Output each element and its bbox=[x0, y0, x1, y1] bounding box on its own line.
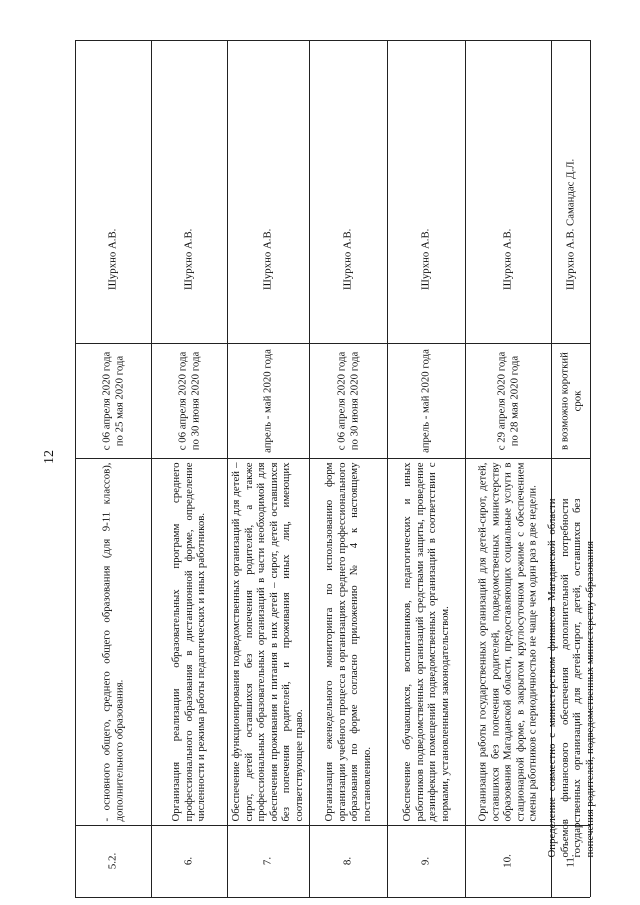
date-text: с 06 апреля 2020 года по 30 июня 2020 года bbox=[176, 351, 201, 450]
date-cell bbox=[227, 343, 309, 458]
responsible-text: Шурхно А.В. Самандас Д.Л. bbox=[564, 159, 577, 291]
row-number: 5.2. bbox=[106, 852, 119, 870]
row-number: 11. bbox=[564, 854, 577, 868]
row-number-cell bbox=[75, 825, 151, 897]
date-cell bbox=[465, 343, 551, 458]
table-border-bottom bbox=[75, 897, 590, 898]
row-number: 7. bbox=[261, 856, 274, 866]
rotated-table bbox=[75, 40, 596, 897]
description-text: Обеспечение функционирования подведомственных организаций для детей – сирот, детей оставшихся без попечения родителей, а также профессиональных образовательных организаций в части необходимой для обеспечения проживания и питания в них детей – сирот, детей оставшихся без попечения родителей, и проживания иных лиц, имеющих соответствующее право. bbox=[230, 462, 306, 821]
description-cell bbox=[227, 458, 309, 825]
description-cell bbox=[151, 458, 227, 825]
responsible-cell bbox=[309, 40, 387, 343]
description-text: Организация реализации образовательных программ среднего профессионального образования в дистанционной форме, определение численности и режима работы педагогических и иных работников. bbox=[170, 462, 208, 821]
responsible-cell bbox=[465, 40, 551, 343]
description-text: Определение совместно с министерством финансов Магаданской области объемов финансового обеспечения дополнительной потребности государственных организаций для детей-сирот, детей, оставшихся без попечения родителей, подведомственных министерству образования bbox=[545, 498, 596, 858]
description-cell bbox=[465, 458, 551, 825]
responsible-cell bbox=[551, 40, 590, 343]
responsible-cell bbox=[75, 40, 151, 343]
row-number: 9. bbox=[419, 856, 432, 866]
row-number: 10. bbox=[501, 854, 514, 868]
description-text: Организация работы государственных организаций для детей-сирот, детей, оставшихся без попечения родителей, подведомственных министерству образования Магаданской области, предоставляющих социальные услуги в стационарной форме, в закрытом круглосуточном режиме с обеспечением смены работников с периодичностью не чаще чем один раз в две недели. bbox=[476, 462, 539, 821]
date-text: с 29 апреля 2020 года по 28 мая 2020 года bbox=[495, 351, 520, 450]
description-cell bbox=[75, 458, 151, 825]
responsible-text: Шурхно А.В. bbox=[501, 229, 514, 291]
responsible-cell bbox=[151, 40, 227, 343]
date-text: с 06 апреля 2020 года по 25 мая 2020 года bbox=[100, 351, 125, 450]
description-text: Обеспечение обучающихся, воспитанников, педагогических и иных работников подведомственных организаций средствами защиты, проведение дезинфекции помещений подведомственных организаций в соответствии с нормами, установленными законодательством. bbox=[400, 462, 451, 821]
row-number-cell bbox=[465, 825, 551, 897]
row-number-cell bbox=[387, 825, 465, 897]
description-text: Организация еженедельного мониторинга по использованию форм организации учебного процесса в организациях среднего профессионального образования по форме согласно приложению № 4 к настоящему постановлению. bbox=[322, 462, 373, 821]
responsible-text: Шурхно А.В. bbox=[261, 229, 274, 291]
date-cell bbox=[551, 343, 590, 458]
responsible-text: Шурхно А.В. bbox=[106, 229, 119, 291]
responsible-cell bbox=[227, 40, 309, 343]
date-cell bbox=[151, 343, 227, 458]
responsible-text: Шурхно А.В. bbox=[419, 229, 432, 291]
description-cell bbox=[309, 458, 387, 825]
row-number-cell bbox=[227, 825, 309, 897]
date-text: в возможно короткий срок bbox=[557, 351, 583, 450]
date-cell bbox=[387, 343, 465, 458]
row-number-cell bbox=[309, 825, 387, 897]
row-number-cell bbox=[151, 825, 227, 897]
description-text: - основного общего, среднего общего образования (для 9-11 классов), дополнительного образования. bbox=[100, 462, 125, 821]
date-cell bbox=[75, 343, 151, 458]
description-cell bbox=[387, 458, 465, 825]
date-cell bbox=[309, 343, 387, 458]
date-text: апрель - май 2020 года bbox=[419, 348, 432, 453]
row-number: 6. bbox=[182, 856, 195, 866]
responsible-cell bbox=[387, 40, 465, 343]
page-number: 12 bbox=[42, 450, 57, 464]
description-cell bbox=[545, 458, 596, 858]
responsible-text: Шурхно А.В. bbox=[341, 229, 354, 291]
row-number: 8. bbox=[341, 856, 354, 866]
date-text: апрель - май 2020 года bbox=[261, 348, 274, 453]
date-text: с 06 апреля 2020 года по 30 июня 2020 года bbox=[335, 351, 360, 450]
responsible-text: Шурхно А.В. bbox=[182, 229, 195, 291]
